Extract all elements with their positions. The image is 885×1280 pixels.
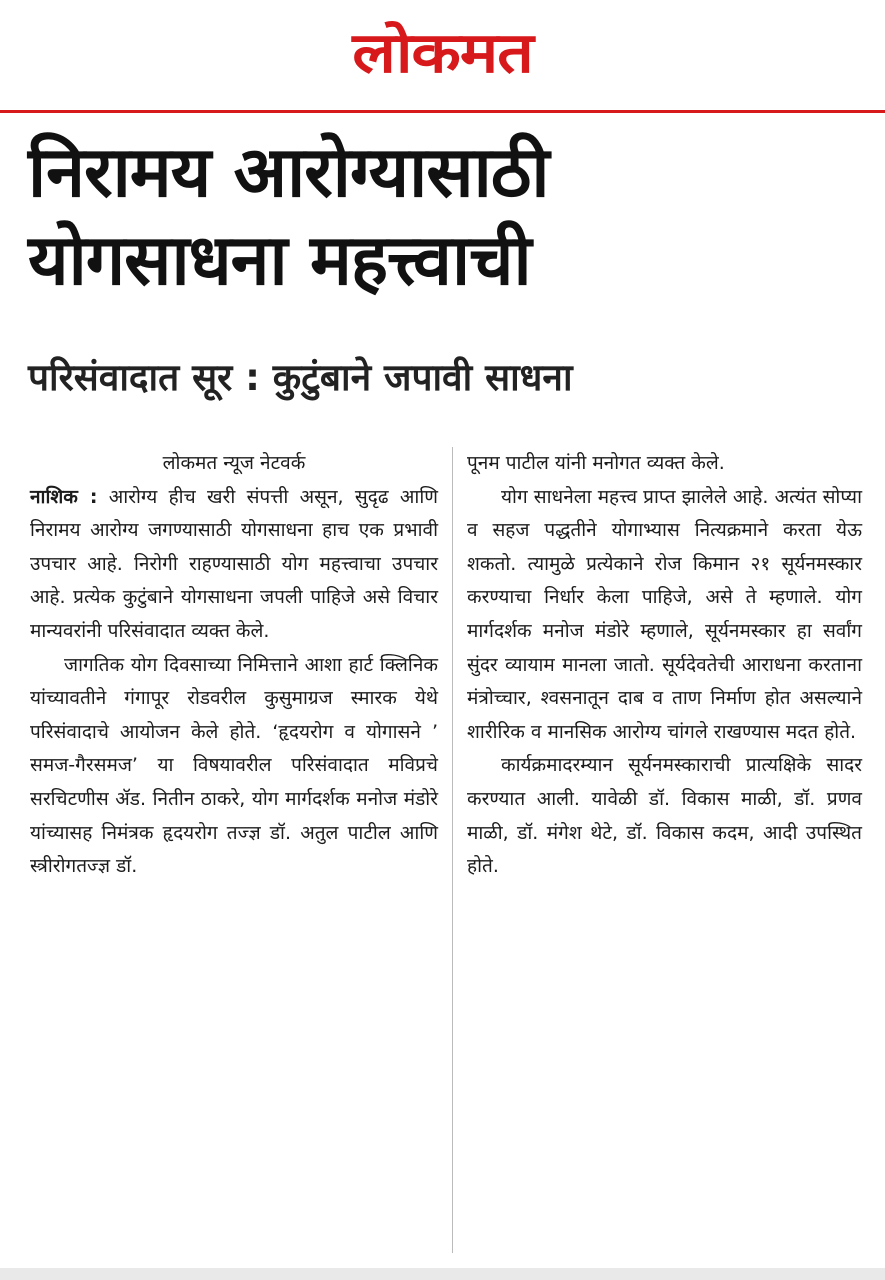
newspaper-logo: लोकमत — [352, 21, 533, 86]
headline — [28, 128, 868, 304]
article-column-left — [30, 447, 438, 884]
masthead — [0, 0, 885, 112]
page-bottom-edge — [0, 1268, 885, 1280]
column-divider — [452, 447, 453, 1253]
headline-line-2: योगसाधना महत्त्वाची — [28, 219, 531, 301]
dateline: नाशिक : — [30, 485, 98, 508]
article-paragraph — [30, 481, 438, 649]
article-paragraph: जागतिक योग दिवसाच्या निमित्ताने आशा हार्ट क्लिनिक यांच्यावतीने गंगापूर रोडवरील कुसुमाग्रज स्मारक येथे परिसंवादाचे आयोजन केले होते. ‘हृदयरोग व योगासने ’ समज-गैरसमज’ या विषयावरील परिसंवादात मविप्रचे सरचिटणीस ॲड. नितीन ठाकरे, योग मार्गदर्शक मनोज मंडोरे यांच्यासह निमंत्रक हृदयरोग तज्ज्ञ डॉ. अतुल पाटील आणि स्त्रीरोगतज्ज्ञ डॉ. — [30, 653, 438, 878]
masthead-rule — [0, 110, 885, 113]
headline-line-1: निरामय आरोग्यासाठी — [28, 131, 549, 213]
article-column-right — [467, 447, 862, 884]
paragraph-text: आरोग्य हीच खरी संपत्ती असून, सुदृढ आणि निरामय आरोग्य जगण्यासाठी योगसाधना हाच एक प्रभावी उपचार आहे. निरोगी राहण्यासाठी योग महत्त्वाचा उपचार आहे. प्रत्येक कुटुंबाने योगसाधना जपली पाहिजे असे विचार मान्यवरांनी परिसंवादात व्यक्त केले. — [30, 485, 438, 642]
article-paragraph: कार्यक्रमादरम्यान सूर्यनमस्काराची प्रात्यक्षिके सादर करण्यात आली. यावेळी डॉ. विकास माळी, डॉ. प्रणव माळी, डॉ. मंगेश थेटे, डॉ. विकास कदम, आदी उपस्थित होते. — [467, 754, 862, 878]
byline: लोकमत न्यूज नेटवर्क — [162, 452, 306, 474]
subheadline: परिसंवादात सूर : कुटुंबाने जपावी साधना — [28, 356, 573, 399]
article-paragraph: योग साधनेला महत्त्व प्राप्त झालेले आहे. अत्यंत सोप्या व सहज पद्धतीने योगाभ्यास नित्यक्रमाने करता येऊ शकतो. त्यामुळे प्रत्येकाने रोज किमान २१ सूर्यनमस्कार करण्याचा निर्धार केला पाहिजे, असे ते म्हणाले. योग मार्गदर्शक मनोज मंडोरे म्हणाले, सूर्यनमस्कार हा सर्वांग सुंदर व्यायाम मानला जातो. सूर्यदेवतेची आराधना करताना मंत्रोच्चार, श्वसनातून दाब व ताण निर्माण होत असल्याने शारीरिक व मानसिक आरोग्य चांगले राखण्यास मदत होते. — [467, 485, 862, 743]
article-paragraph: पूनम पाटील यांनी मनोगत व्यक्त केले. — [467, 452, 725, 474]
